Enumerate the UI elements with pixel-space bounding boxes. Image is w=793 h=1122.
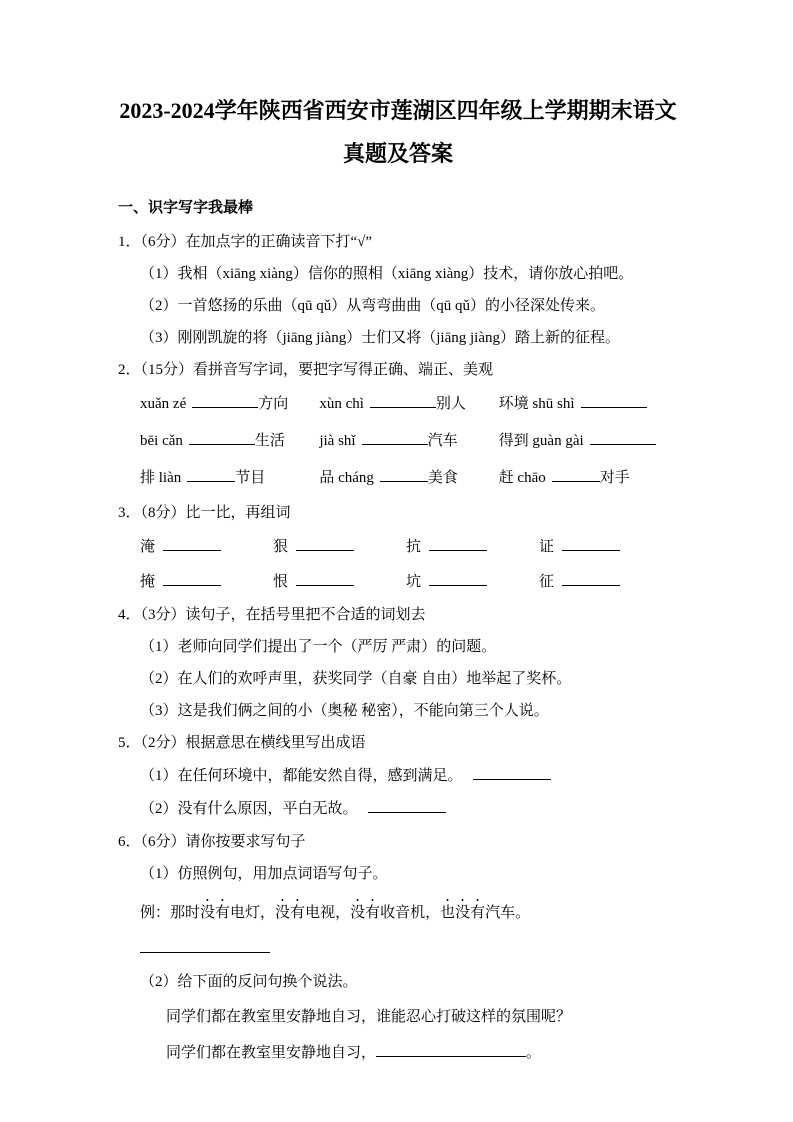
character-text: 掩 bbox=[140, 574, 156, 590]
question-5-stem: 5．（2分）根据意思在横线里写出成语 bbox=[118, 735, 366, 751]
pinyin-cell bbox=[319, 429, 498, 450]
answer-blank bbox=[581, 393, 647, 408]
answer-blank bbox=[368, 798, 446, 813]
question-4-stem: 4．（3分）读句子，在括号里把不合适的词划去 bbox=[118, 607, 426, 623]
pinyin-text: 环境 shū shì bbox=[498, 396, 575, 412]
document-title-line1: 2023-2024学年陕西省西安市莲湖区四年级上学期期末语文 bbox=[119, 98, 677, 123]
word-text: 对手 bbox=[599, 470, 630, 486]
item-text: （2）没有什么原因，平白无故。 bbox=[140, 801, 358, 817]
rhetorical-sentence: 同学们都在教室里安静地自习，谁能忍心打破这样的氛围呢？ bbox=[166, 1009, 572, 1025]
character-text: 淹 bbox=[140, 539, 156, 555]
word-text: 汽车 bbox=[427, 433, 458, 449]
item-text: （1）在任何环境中，都能安然自得，感到满足。 bbox=[140, 768, 463, 784]
question-5-item-2 bbox=[140, 798, 678, 820]
answer-blank bbox=[192, 393, 258, 408]
pinyin-text: 得到 guàn gài bbox=[498, 433, 584, 449]
pinyin-cell bbox=[319, 392, 498, 413]
answer-blank bbox=[296, 571, 354, 586]
question-1-item-3: （3）刚刚凯旋的将（jiāng jiàng）士们又将（jiāng jiàng）踏上新的征程。 bbox=[140, 330, 620, 346]
question-1-item-2: （2）一首悠扬的乐曲（qū qǔ）从弯弯曲曲（qū qǔ）的小径深处传来。 bbox=[140, 298, 606, 314]
character-text: 证 bbox=[539, 539, 555, 555]
answer-blank bbox=[163, 536, 221, 551]
question-1-stem: 1．（6分）在加点字的正确读音下打“√” bbox=[118, 234, 373, 250]
answer-blank bbox=[362, 430, 428, 445]
answer-blank bbox=[380, 467, 428, 482]
compare-cell bbox=[539, 535, 672, 556]
compare-row-1 bbox=[140, 535, 678, 556]
question-6-sub-2: （2）给下面的反问句换个说法。 bbox=[140, 974, 358, 990]
compare-cell bbox=[140, 535, 273, 556]
compare-cell bbox=[539, 570, 672, 591]
question-1 bbox=[118, 232, 678, 349]
answer-blank bbox=[376, 1042, 526, 1057]
character-text: 抗 bbox=[406, 539, 422, 555]
pinyin-row-3 bbox=[140, 466, 678, 487]
question-1-item-1: （1）我相（xiāng xiàng）信你的照相（xiāng xiàng）技术，请你放心拍吧。 bbox=[140, 266, 634, 282]
plain-text: 电灯， bbox=[230, 905, 276, 921]
compare-row-2 bbox=[140, 570, 678, 591]
answer-blank bbox=[552, 467, 600, 482]
pinyin-cell bbox=[499, 392, 678, 413]
pinyin-cell bbox=[140, 466, 319, 487]
plain-text: 电视， bbox=[305, 905, 351, 921]
plain-text: 收音机， bbox=[380, 905, 441, 921]
rewrite-text: 同学们都在教室里安静地自习， bbox=[166, 1045, 377, 1061]
pinyin-text: bēi cǎn bbox=[140, 433, 183, 449]
question-6 bbox=[118, 832, 678, 1064]
pinyin-text: 排 liàn bbox=[140, 470, 182, 486]
question-3 bbox=[118, 503, 678, 591]
pinyin-cell bbox=[499, 429, 678, 450]
question-2-stem: 2．（15分）看拼音写字词，要把字写得正确、端正、美观 bbox=[118, 362, 494, 378]
rewrite-line bbox=[166, 1042, 678, 1064]
pinyin-cell bbox=[499, 466, 678, 487]
answer-blank bbox=[429, 536, 487, 551]
answer-blank bbox=[296, 536, 354, 551]
word-text: 别人 bbox=[435, 396, 466, 412]
pinyin-cell bbox=[140, 392, 319, 413]
plain-text: 汽车。 bbox=[485, 905, 531, 921]
word-text: 生活 bbox=[254, 433, 285, 449]
pinyin-text: xuǎn zé bbox=[140, 396, 187, 412]
question-5-item-1 bbox=[140, 765, 678, 787]
plain-text: 例：那时 bbox=[140, 905, 201, 921]
section-heading: 一、识字写字我最棒 bbox=[118, 200, 254, 216]
question-4 bbox=[118, 605, 678, 722]
answer-blank bbox=[140, 938, 270, 953]
character-text: 恨 bbox=[273, 574, 289, 590]
compare-cell bbox=[406, 570, 539, 591]
compare-cell bbox=[406, 535, 539, 556]
dotted-word: 没有 bbox=[350, 905, 381, 921]
question-5 bbox=[118, 733, 678, 820]
question-6-stem: 6．（6分）请你按要求写句子 bbox=[118, 834, 306, 850]
pinyin-text: 品 cháng bbox=[319, 470, 374, 486]
answer-blank bbox=[473, 765, 551, 780]
question-6-sub-1: （1）仿照例句，用加点词语写句子。 bbox=[140, 866, 388, 882]
pinyin-text: jià shǐ bbox=[319, 433, 356, 449]
dotted-word: 没有 bbox=[200, 905, 231, 921]
answer-blank bbox=[562, 571, 620, 586]
question-4-item-2: （2）在人们的欢呼声里，获奖同学（自豪 自由）地举起了奖杯。 bbox=[140, 671, 572, 687]
word-text: 节目 bbox=[235, 470, 266, 486]
answer-blank bbox=[590, 430, 656, 445]
question-4-item-3: （3）这是我们俩之间的小（奥秘 秘密），不能向第三个人说。 bbox=[140, 703, 549, 719]
answer-line bbox=[140, 938, 678, 960]
answer-blank bbox=[189, 430, 255, 445]
answer-blank bbox=[370, 393, 436, 408]
pinyin-cell bbox=[319, 466, 498, 487]
question-3-stem: 3．（8分）比一比，再组词 bbox=[118, 505, 291, 521]
pinyin-text: xùn chì bbox=[319, 396, 364, 412]
pinyin-row-2 bbox=[140, 429, 678, 450]
answer-blank bbox=[429, 571, 487, 586]
dotted-word: 也没有 bbox=[440, 905, 486, 921]
answer-blank bbox=[187, 467, 235, 482]
example-sentence bbox=[140, 896, 678, 924]
document-title-line2: 真题及答案 bbox=[342, 141, 453, 166]
character-text: 坑 bbox=[406, 574, 422, 590]
character-text: 狠 bbox=[273, 539, 289, 555]
compare-cell bbox=[273, 570, 406, 591]
pinyin-text: 赶 chāo bbox=[498, 470, 546, 486]
character-text: 征 bbox=[539, 574, 555, 590]
dotted-word: 没有 bbox=[275, 905, 306, 921]
compare-cell bbox=[140, 570, 273, 591]
answer-blank bbox=[163, 571, 221, 586]
question-2 bbox=[118, 360, 678, 487]
pinyin-row-1 bbox=[140, 392, 678, 413]
compare-cell bbox=[273, 535, 406, 556]
pinyin-cell bbox=[140, 429, 319, 450]
question-4-item-1: （1）老师向同学们提出了一个（严厉 严肃）的问题。 bbox=[140, 639, 497, 655]
answer-blank bbox=[562, 536, 620, 551]
word-text: 美食 bbox=[427, 470, 458, 486]
rewrite-period: 。 bbox=[526, 1045, 542, 1061]
word-text: 方向 bbox=[258, 396, 289, 412]
